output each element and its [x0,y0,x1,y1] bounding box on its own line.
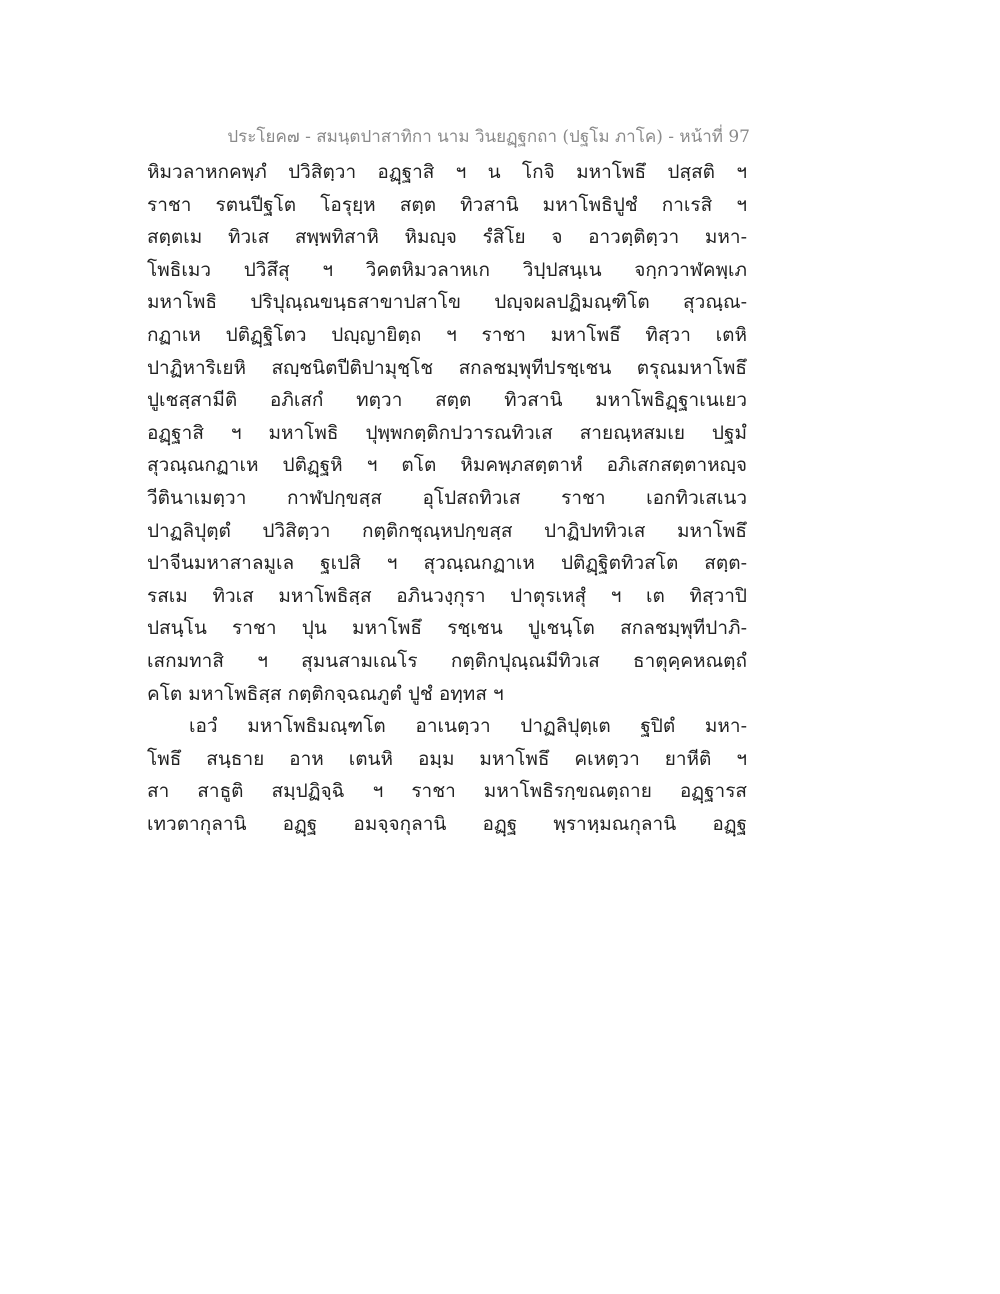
text-line: ราชา รตนปีฐโต โอรุยฺห สตฺต ทิวสานิ มหาโพธิปูชํ กาเรสิ ฯ [147,193,747,216]
text-line: สุวณฺณกฏาเห ปติฏฺฐหิ ฯ ตโต หิมคพฺภสตฺตาหํ อภิเสกสตฺตาหญฺจ [147,454,747,477]
text-line: วีตินาเมตฺวา กาฬปกฺขสฺส อุโปสถทิวเส ราชา เอกทิวเสเนว [147,486,747,509]
text-line: อฏฺฐาสิ ฯ มหาโพธิ ปุพฺพกตฺติกปวารณทิวเส สายณฺหสมเย ปฐมํ [147,421,747,444]
text-line: รสเม ทิวเส มหาโพธิสฺส อภินวงฺกุรา ปาตุรเหสุํ ฯ เต ทิสฺวาปิ [147,584,747,607]
text-line-paragraph-start: เอวํ มหาโพธิมณฺฑโต อาเนตฺวา ปาฏลิปุตฺเต ฐปิตํ มหา- [189,715,747,738]
text-line: เทวตากุลานิ อฏฺฐ อมจฺจกุลานิ อฏฺฐ พฺราหฺมณกุลานิ อฏฺฐ [147,812,747,835]
text-line: ปสนฺโน ราชา ปุน มหาโพธึ รชฺเชน ปูเชนฺโต สกลชมฺพุทีปาภิ- [147,617,747,640]
body-text [147,156,747,840]
text-line: สตฺตเม ทิวเส สพฺพทิสาหิ หิมญฺจ รํสิโย จ อาวตฺติตฺวา มหา- [147,226,747,249]
text-line: โพธึ สนฺธาย อาห เตนหิ อมฺม มหาโพธึ คเหตฺวา ยาหีติ ฯ [147,747,747,770]
text-line: คโต มหาโพธิสฺส กตฺติกจฺฉณภูตํ ปูชํ อทฺทส ฯ [147,682,504,705]
text-line: ปาฏิหาริเยหิ สญฺชนิตปีติปามุชฺโช สกลชมฺพุทีปรชฺเชน ตรุณมหาโพธึ [147,356,747,379]
text-line: ปาจีนมหาสาลมูเล ฐเปสิ ฯ สุวณฺณกฏาเห ปติฏฺฐิตทิวสโต สตฺต- [147,552,747,575]
text-line: มหาโพธิ ปริปุณฺณขนฺธสาขาปสาโข ปญฺจผลปฏิมณฺฑิโต สุวณฺณ- [147,291,747,314]
text-line: สา สาธูติ สมฺปฏิจฺฉิ ฯ ราชา มหาโพธิรกฺขณตฺถาย อฏฺฐารส [147,780,747,803]
text-line: ปาฏลิปุตฺตํ ปวิสิตฺวา กตฺติกชุณฺหปกฺขสฺส ปาฏิปททิวเส มหาโพธึ [147,519,747,542]
text-line: เสกมทาสิ ฯ สุมนสามเณโร กตฺติกปุณฺณมีทิวเส ธาตุคฺคหณตฺถํ [147,649,747,672]
text-line: โพธิเมว ปวิสึสุ ฯ วิคตหิมวลาหเก วิปฺปสนฺเน จกฺกวาฬคพฺเภ [147,258,747,281]
text-line: กฏาเห ปติฏฺฐิโตว ปญฺญายิตฺถ ฯ ราชา มหาโพธึ ทิสฺวา เตหิ [147,323,747,346]
text-line: ปูเชสฺสามีติ อภิเสกํ ทตฺวา สตฺต ทิวสานิ มหาโพธิฏฺฐาเนเยว [147,389,747,412]
text-line: หิมวลาหกคพฺภํ ปวิสิตฺวา อฏฺฐาสิ ฯ น โกจิ มหาโพธึ ปสฺสติ ฯ [147,161,747,183]
page-header: ประโยค๗ - สมนฺตปาสาทิกา นาม วินยฏฺฐกถา (ปฐโม ภาโค) - หน้าที่ 97 [227,127,750,147]
